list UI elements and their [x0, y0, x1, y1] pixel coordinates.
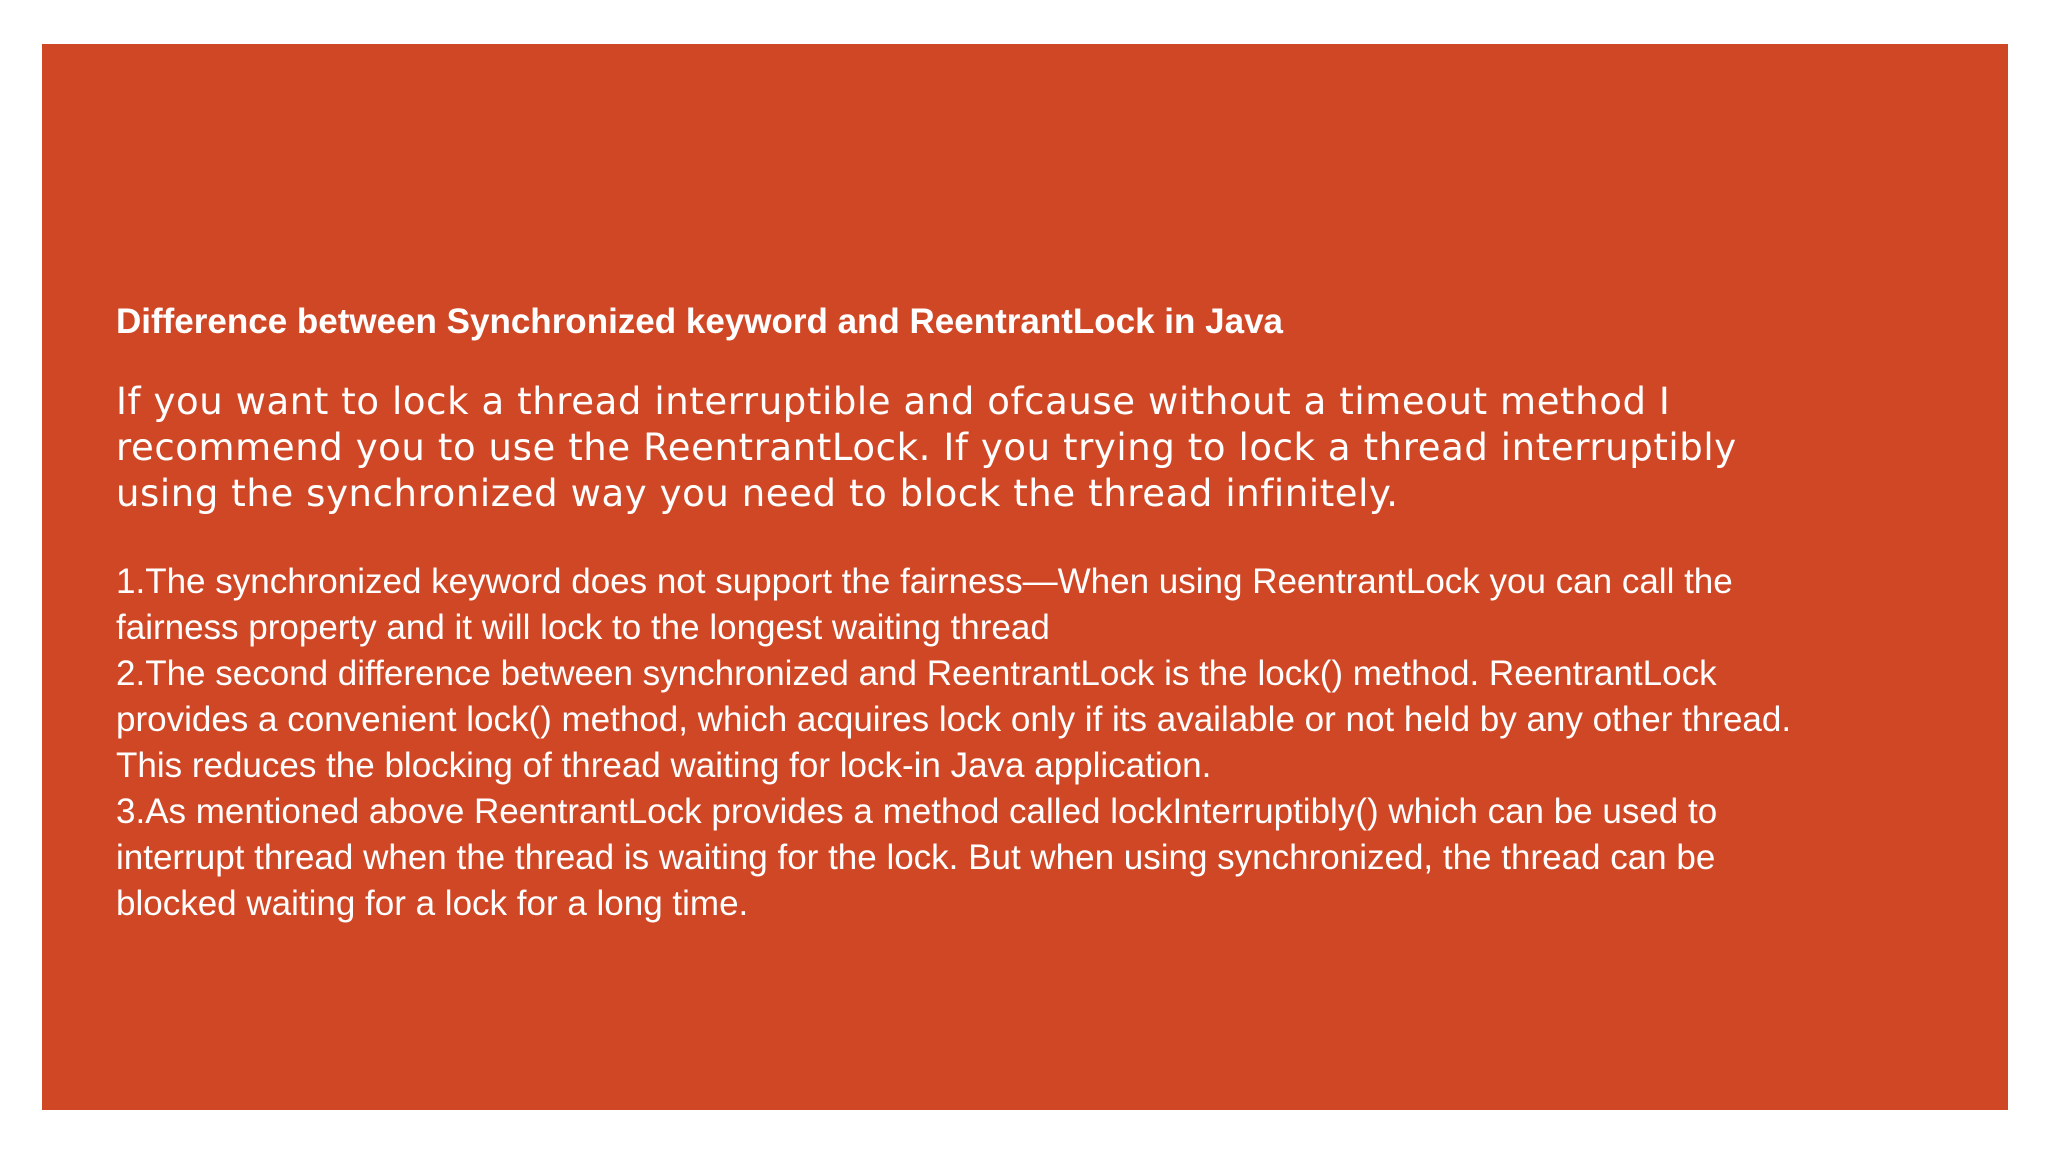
slide-title: Difference between Synchronized keyword and ReentrantLock in Java: [116, 302, 1283, 341]
slide-background: [42, 44, 2008, 1110]
intro-paragraph: If you want to lock a thread interruptible and ofcause without a timeout method I recommend you to use the ReentrantLock. If you trying to lock a thread interruptibly using the synchronized way you need to block the thread infinitely.: [116, 380, 1737, 515]
point-2: 2.The second difference between synchronized and ReentrantLock is the lock() method. ReentrantLock provides a convenient lock() method, which acquires lock only if its available or not held by any other thread. This reduces the blocking of thread waiting for lock-in Java application.: [116, 654, 1792, 785]
points-list: [116, 559, 1836, 927]
slide-content: [116, 299, 1836, 927]
point-3: 3.As mentioned above ReentrantLock provides a method called lockInterruptibly() which can be used to interrupt thread when the thread is waiting for the lock. But when using synchronized, the thread can be blocked waiting for a lock for a long time.: [116, 792, 1718, 923]
point-1: 1.The synchronized keyword does not support the fairness—When using ReentrantLock you can call the fairness property and it will lock to the longest waiting thread: [116, 562, 1733, 647]
